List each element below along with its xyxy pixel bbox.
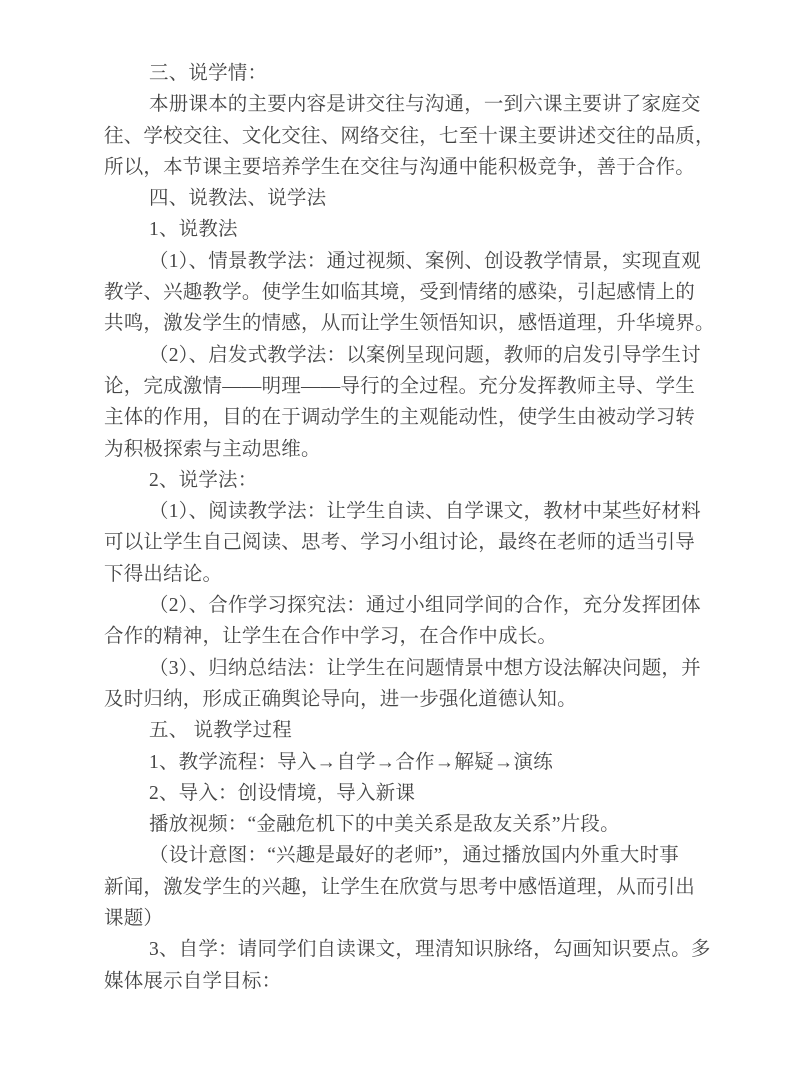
text-line: 往、学校交往、文化交往、网络交往，七至十课主要讲述交往的品质， bbox=[104, 125, 715, 147]
text-line: 共鸣，激发学生的情感，从而让学生领悟知识，感悟道理，升华境界。 bbox=[104, 313, 715, 335]
text-line: 媒体展示自学目标： bbox=[104, 970, 282, 992]
text-line: 1、说教法 bbox=[149, 219, 238, 241]
text-line: 3、自学：请同学们自读课文，理清知识脉络，勾画知识要点。多 bbox=[149, 939, 711, 961]
text-line: （3）、归纳总结法：让学生在问题情景中想方设法解决问题，并 bbox=[149, 657, 701, 679]
text-line: 所以，本节课主要培养学生在交往与沟通中能积极竞争，善于合作。 bbox=[104, 156, 696, 178]
text-line: 三、说学情： bbox=[149, 63, 268, 84]
text-line: 教学、兴趣教学。使学生如临其境，受到情绪的感染，引起感情上的 bbox=[104, 282, 696, 304]
text-line: 播放视频：“金融危机下的中美关系是敌友关系”片段。 bbox=[149, 814, 620, 836]
text-line: 本册课本的主要内容是讲交往与沟通，一到六课主要讲了家庭交 bbox=[149, 94, 701, 116]
text-line: 主体的作用，目的在于调动学生的主观能动性，使学生由被动学习转 bbox=[104, 407, 696, 429]
text-line: 及时归纳，形成正确舆论导向，进一步强化道德认知。 bbox=[104, 688, 577, 710]
text-line: （1）、情景教学法：通过视频、案例、创设教学情景，实现直观 bbox=[149, 250, 701, 272]
document-body bbox=[104, 58, 724, 997]
text-line: 合作的精神，让学生在合作中学习，在合作中成长。 bbox=[104, 626, 558, 648]
text-line: （设计意图：“兴趣是最好的老师”，通过播放国内外重大时事 bbox=[149, 845, 679, 867]
text-line: 新闻，激发学生的兴趣，让学生在欣赏与思考中感悟道理，从而引出 bbox=[104, 876, 696, 898]
text-line: 2、导入：创设情境，导入新课 bbox=[149, 782, 416, 804]
text-line: 2、说学法： bbox=[149, 469, 258, 491]
text-line: 课题） bbox=[104, 908, 164, 930]
text-line: 1、教学流程：导入→自学→合作→解疑→演练 bbox=[149, 751, 553, 773]
text-line: 四、说教法、说学法 bbox=[149, 188, 327, 210]
text-line: 可以让学生自己阅读、思考、学习小组讨论，最终在老师的适当引导 bbox=[104, 532, 696, 554]
text-line: 下得出结论。 bbox=[104, 563, 223, 585]
text-line: （2）、启发式教学法：以案例呈现问题，教师的启发引导学生讨 bbox=[149, 344, 701, 366]
text-line: （2）、合作学习探究法：通过小组同学间的合作，充分发挥团体 bbox=[149, 595, 701, 617]
text-line: 五、 说教学过程 bbox=[149, 720, 292, 742]
text-line: 为积极探索与主动思维。 bbox=[104, 438, 321, 460]
text-line: （1）、阅读教学法：让学生自读、自学课文，教材中某些好材料 bbox=[149, 501, 701, 523]
text-line: 论，完成激情——明理——导行的全过程。充分发挥教师主导、学生 bbox=[104, 375, 696, 397]
